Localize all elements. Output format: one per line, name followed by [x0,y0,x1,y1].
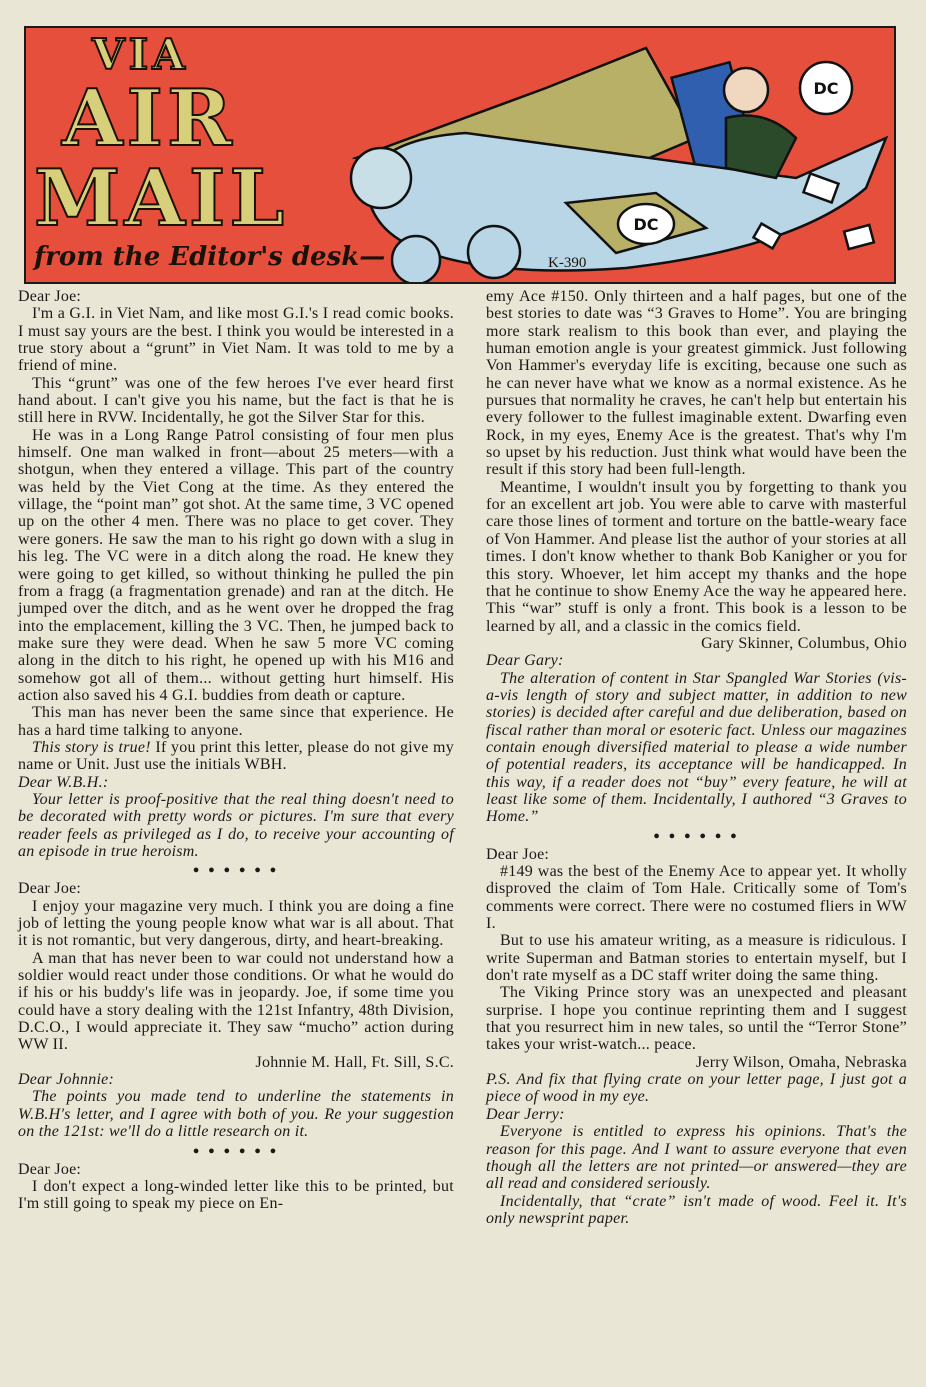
letters-page-banner [24,26,896,284]
left-letters-column [18,288,454,1213]
letter-paragraph: Meantime, I wouldn't insult you by forgetting to thank you for an excellent art job. You were able to carve with masterful care those lines of torment and torture on the battle-weary face of Von Hammer. And please list the author of your stories at all times. I don't know whether to thank Bob Kanigher or you for this story. Whoever, let him accept my thanks and the hope that he continue to show Enemy Ace the way he appeared here. This “war” stuff is only a front. This book is a lesson to be learned by all, and a classic in the comics field. [486,478,907,635]
banner-title-air: AIR [62,73,236,164]
letter-paragraph: #149 was the best of the Enemy Ace to appear yet. It wholly disproved the claim of Tom Hale. Critically some of Tom's comments were correct. There were no costumed fliers in WW I. [486,863,907,933]
editor-reply-paragraph: Incidentally, that “crate” isn't made of wood. Feel it. It's only newsprint paper. [486,1192,907,1227]
section-divider: ● ● ● ● ● ● [192,1144,280,1157]
letter-salutation: Dear Joe: [486,845,550,863]
letter-signature: Johnnie M. Hall, Ft. Sill, S.C. [255,1053,454,1071]
letter-paragraph [18,739,454,774]
editor-reply-paragraph: The alteration of content in Star Spangled War Stories (vis-a-vis length of story and subject matter, in addition to new stories) is decided after careful and due deliberation, based on fiscal rather than moral or esoteric fact. Unless our magazines contain enough diversified material to please a wide number of potential readers, its acceptance will be handicapped. In this way, if a reader does not “buy” every feature, he will at least like some of them. Incidentally, I authored “3 Graves to Home.” [486,669,907,826]
paragraph-text: If you print this letter, please do not give my name or Unit. Just use the initials WBH. [18,738,455,774]
editor-reply-paragraph: Your letter is proof-positive that the real thing doesn't need to be decorated with pretty words or pictures. I'm sure that every reader feels as privileged as I do, to receive your accounting of an episode in true heroism. [18,790,454,860]
italic-emphasis: This story is true! [32,738,151,756]
letter-paragraph: I'm a G.I. in Viet Nam, and like most G.I.'s I read comic books. I must say yours are the best. I think you would be interested in a true story about a “grunt” in Viet Nam. It was told to me by a friend of mine. [18,305,454,375]
letter-salutation: Dear Johnnie: [18,1071,115,1089]
letter-paragraph: I enjoy your magazine very much. I think you are doing a fine job of letting the young people know what war is all about. That it is not romantic, but very dangerous, dirty, and heart-breaking. [18,897,454,950]
banner-title-via: VIA [92,30,189,79]
letter-salutation: Dear Gary: [486,652,564,670]
letter-salutation: Dear Jerry: [486,1105,565,1123]
letter-paragraph: This “grunt” was one of the few heroes I've ever heard first hand about. I can't give you his name, but the fact is that he is still here in RVW. Incidentally, he got the Silver Star for this. [18,374,454,427]
banner-title-mail: MAIL [34,153,289,244]
letter-signature: Gary Skinner, Columbus, Ohio [701,634,907,652]
banner-code: K-390 [548,255,587,271]
section-divider: ● ● ● ● ● ● [653,829,740,842]
dc-logo-plane: DC [633,215,659,234]
letter-paragraph: emy Ace #150. Only thirteen and a half pages, but one of the best stories to date was “3 Graves to Home”. You are bringing more stark realism to this book than ever, and playing the human emotion angle is your greatest gimmick. Just following Von Hammer's everyday life is exciting, because one such as he can never have what we know as a normal existence. As he pursues that normality he craves, he can't help but entertain his every follower to the fullest imaginable extent. Dwarfing even Rock, in my eyes, Enemy Ace is the greatest. That's why I'm so upset by his reduction. Just think what would have been the result if this story had been full-length. [486,288,907,479]
right-letters-column [486,288,907,1227]
letter-paragraph: A man that has never been to war could not understand how a soldier would react under those conditions. Or what he would do if his or his buddy's life was in jeopardy. Joe, if some time you could have a story dealing with the 121st Infantry, 48th Division, D.C.O., I would appreciate it. They saw “mucho” action during WW II. [18,949,454,1054]
letter-paragraph: This man has never been the same since that experience. He has a hard time talking to anyone. [18,704,454,739]
letter-paragraph: The Viking Prince story was an unexpected and pleasant surprise. I hope you continue reprinting them and I suggest that you resurrect him in new tales, so until the “Terror Stone” takes your wrist-watch... peace. [486,984,907,1054]
letter-salutation: Dear W.B.H.: [18,773,109,791]
letter-salutation: Dear Joe: [18,288,82,305]
airplane-illustration-icon [326,28,896,284]
dc-logo-seal: DC [813,79,839,98]
letter-salutation: Dear Joe: [18,1160,82,1178]
letter-paragraph: But to use his amateur writing, as a measure is ridiculous. I write Superman and Batman stories to entertain myself, but I don't rate myself as a DC staff writer doing the same thing. [486,932,907,985]
banner-subtitle: from the Editor's desk— [34,242,386,272]
letter-salutation: Dear Joe: [18,880,82,898]
letter-signature: Jerry Wilson, Omaha, Nebraska [695,1053,907,1071]
letter-paragraph: He was in a Long Range Patrol consisting of four men plus himself. One man walked in front—about 25 meters—with a shotgun, when they entered a village. This part of the country was held by the Viet Cong at the time. As they entered the village, the “point man” got shot. At the same time, 3 VC opened up on the other 4 men. There was no place to get cover. They were goners. He saw the man to his right go down with a slug in his leg. The VC were in a ditch along the road. He knew they were going to get killed, so without thinking he pulled the pin from a fragg (a fragmentation grenade) and ran at the ditch. He jumped over the ditch, and as he went over he dropped the frag into the emplacement, killing the 3 VC. Then, he jumped back to make sure they were dead. When he saw 5 more VC coming along in the ditch to his right, he opened up with his M16 and somehow got all of them... without getting hurt himself. His action also saved his 4 G.I. buddies from death or capture. [18,426,454,704]
editor-reply-paragraph: The points you made tend to underline the statements in W.B.H's letter, and I agree with both of you. Re your suggestion on the 121st: we'll do a little research on it. [18,1088,454,1141]
editor-reply-paragraph: P.S. And fix that flying crate on your letter page, I just got a piece of wood in my eye. [486,1071,907,1106]
letter-paragraph: I don't expect a long-winded letter like this to be printed, but I'm still going to speak my piece on En- [18,1177,454,1213]
section-divider: ● ● ● ● ● ● [192,864,280,877]
editor-reply-paragraph: Everyone is entitled to express his opinions. That's the reason for this page. And I want to assure everyone that even though all the letters are not printed—or answered—they are all read and considered seriously. [486,1123,907,1193]
